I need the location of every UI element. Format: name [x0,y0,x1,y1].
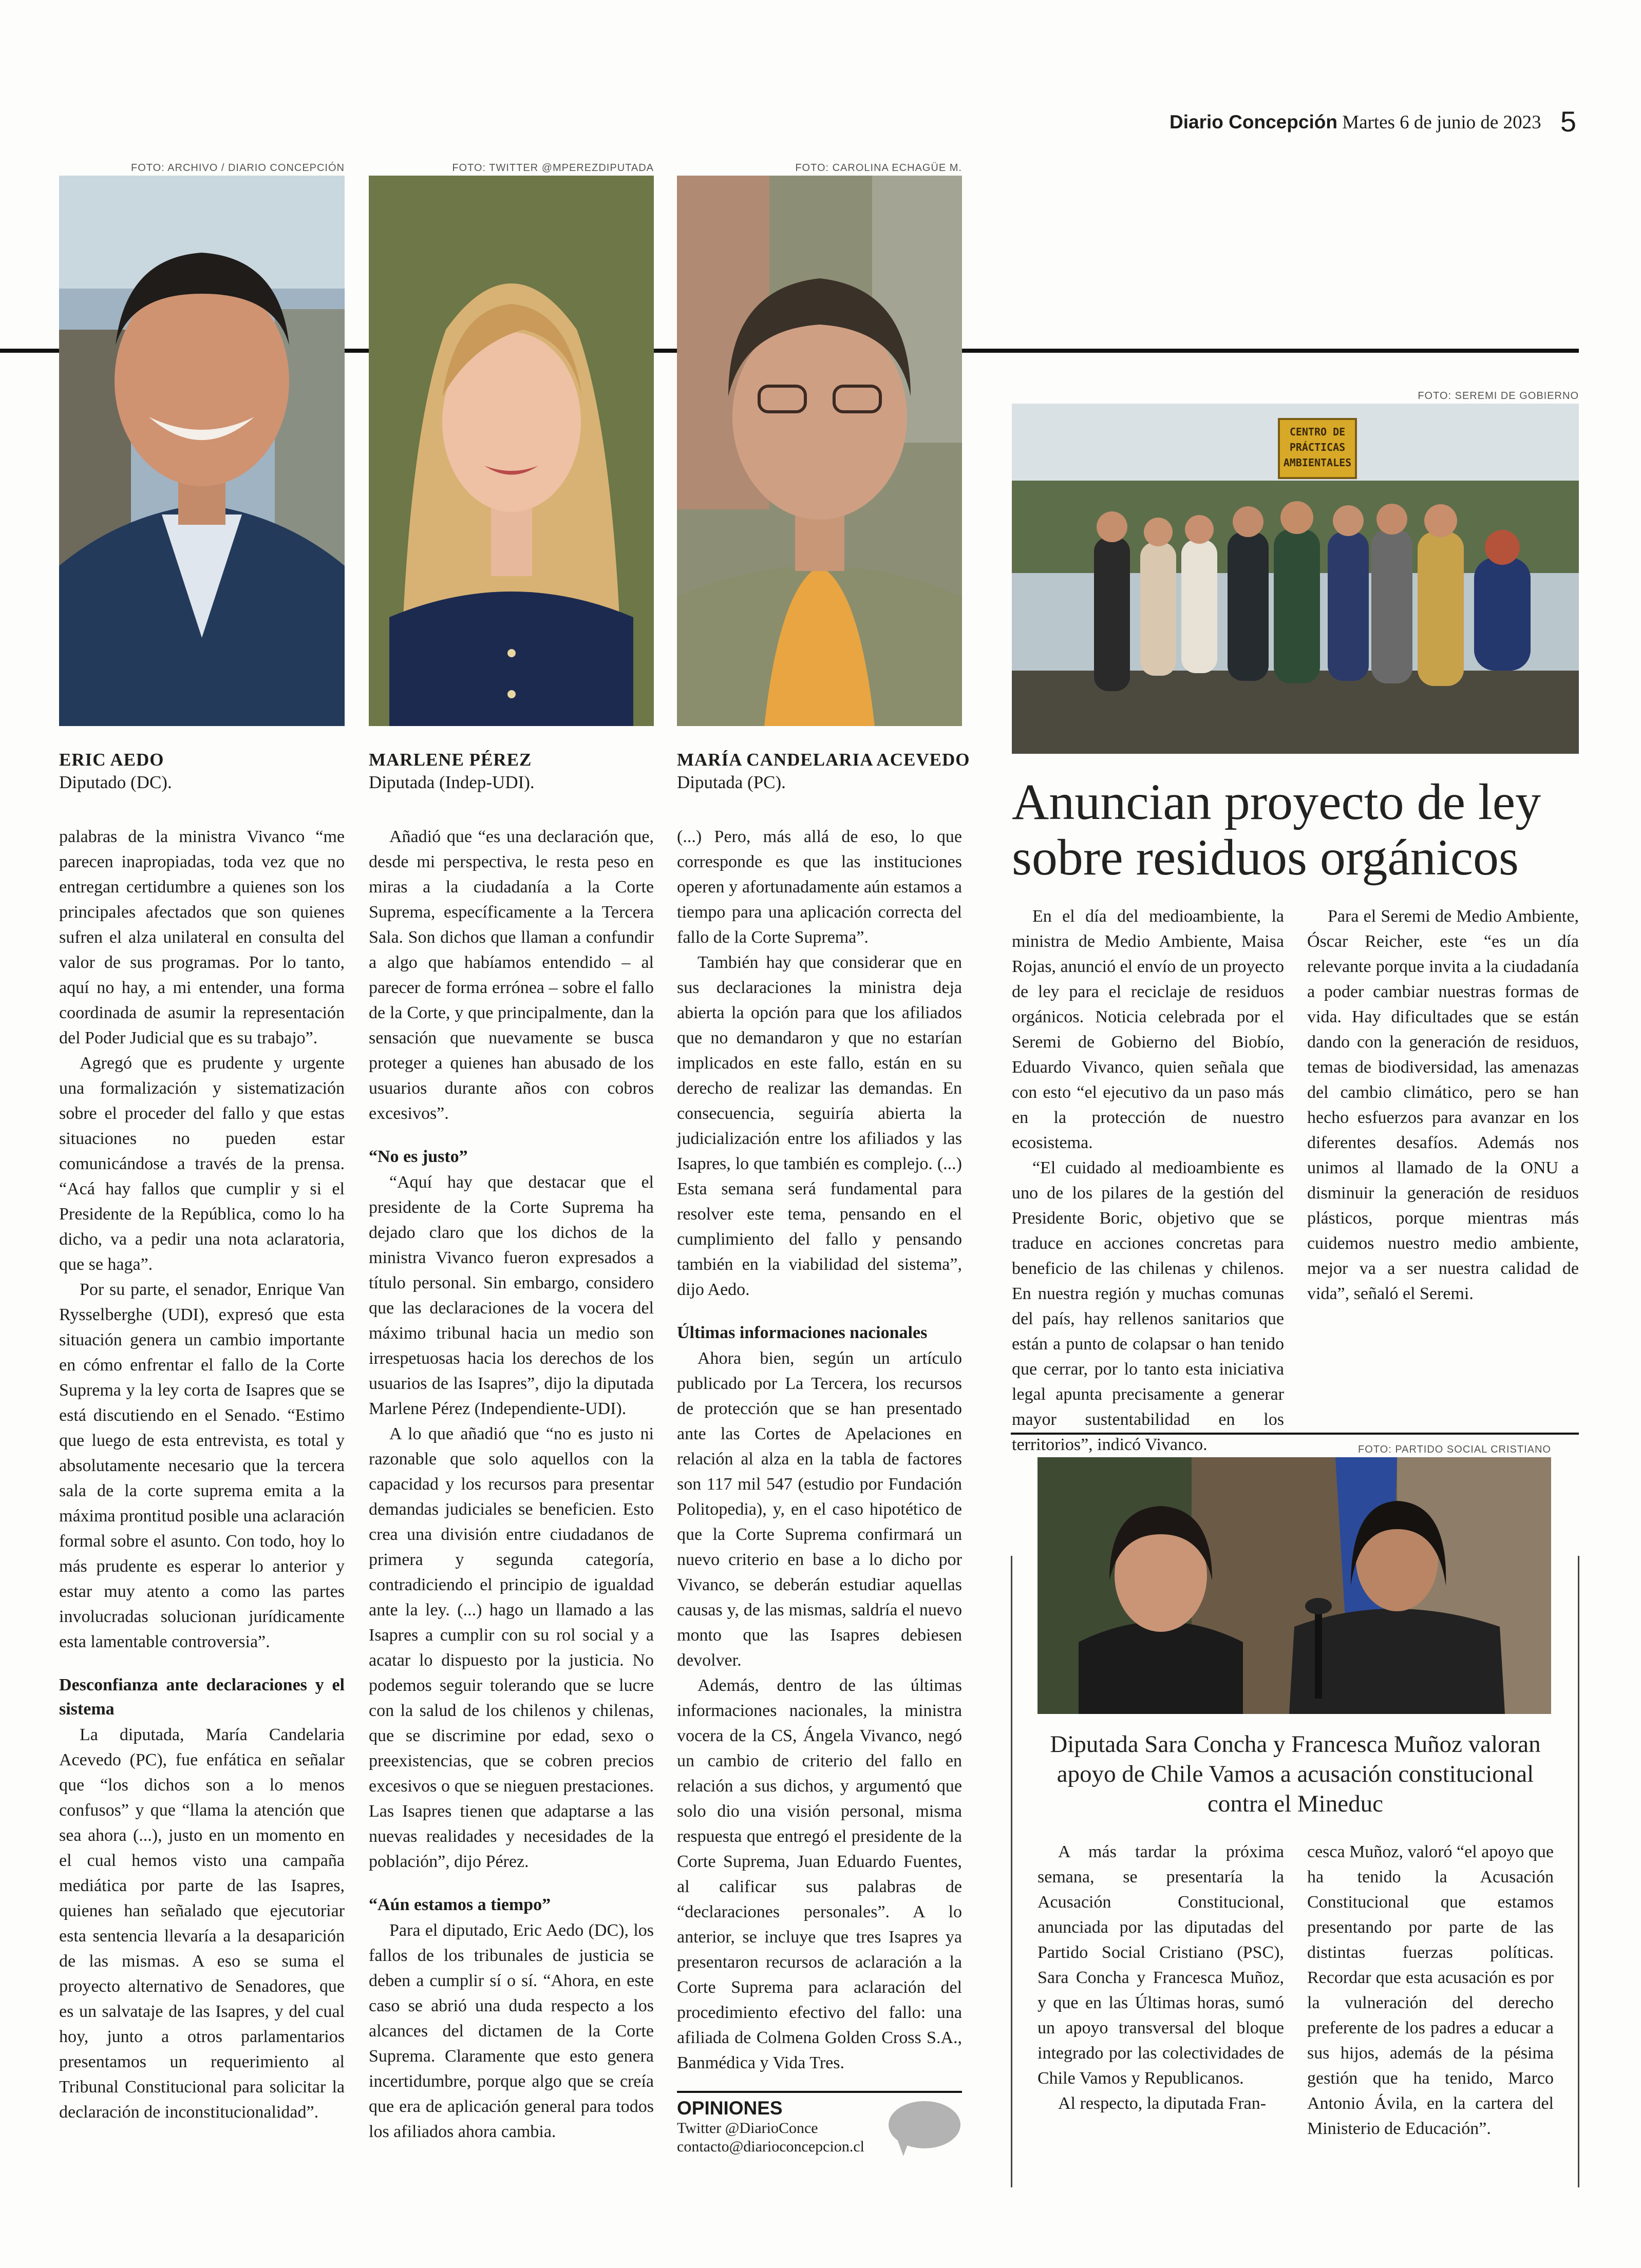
sign-text: PRÁCTICAS [1289,441,1346,453]
paragraph: A lo que añadió que “no es justo ni razonable que solo aquellos con la capacidad y los recursos para presentar demandas judiciales se beneficien. Esto crea una división entre ciudadanos de primera y segunda categoría, contradiciendo el principio de igualdad ante la ley. (...) hago un llamado a las Isapres a cumplir con su rol social y a acatar lo dispuesto por la justicia. No podemos seguir tolerando que se lucre con la salud de los chilenos y chilenas, que se discrimine por edad, sexo o preexistencias, que se cobren precios excesivos o que se nieguen prestaciones. Las Isapres tienen que adaptarse a las nuevas realidades y necesidades de la población”, dijo Pérez. [369,1424,654,1871]
opiniones-twitter-link[interactable]: Twitter @DiarioConce [677,2120,818,2137]
photo-credit: FOTO: SEREMI DE GOBIERNO [1418,390,1579,402]
section-heading: Últimas informaciones nacionales [677,1323,928,1342]
story-headline: Anuncian proyecto de ley sobre residuos orgánicos [1012,773,1541,886]
paragraph: Ahora bien, según un artículo publicado por La Tercera, los recursos de protección que se han presentado ante las Cortes de Apelaciones en relación al alza en la tabla de factores son 117 mil 547 (estudio por Fundación Politopedia), y, en el caso hipotético de que la Corte Suprema confirmará un nuevo criterio en base a lo dicho por Vivanco, se deberán estudiar aquellas causas y, de las mismas, saldría el nuevo monto que las Isapres debiesen devolver. [677,1349,962,1670]
paragraph: Por su parte, el senador, Enrique Van Rysselberghe (UDI), expresó que esta situación genera un cambio importante en cómo enfrentar el fallo de la Corte Suprema y la ley corta de Isapres que se está discutiendo en el Senado. “Estimo que luego de esta entrevista, es total y absolutamente necesario que la tercera sala de la corte suprema emita a la máxima prontitud posible una aclaración formal sobre el asunto. Con todo, hoy lo más prudente es esperar lo anterior y estar muy atento a como las partes involucradas solucionan jurídicamente esta lamentable controversia”. [59,1280,345,1651]
page-number: 5 [1560,105,1576,138]
group-photo-seremi [1012,404,1579,754]
paragraph: “El cuidado al medioambiente es uno de los pilares de la gestión del Presidente Boric, objetivo que se traduce en acciones concretas para beneficio de las chilenas y chilenos. En nuestra región y muchas comunas del país, hay rellenos sanitarios que están a punto de colapsar o han tenido que cerrar, por lo tanto esta iniciativa legal apunta precisamente a generar mayor sustentabilidad en los territorios”, indicó Vivanco. [1012,1158,1284,1454]
caption-name: MARÍA CANDELARIA ACEVEDO [677,750,970,770]
caption-marlene-perez [369,750,656,793]
story3-column-2 [1307,1839,1554,2141]
story2-column-2 [1307,904,1579,1306]
paragraph: cesca Muñoz, valoró “el apoyo que ha tenido la Acusación Constitucional que estamos presentando por parte de las distintas fuerzas políticas. Recordar que esta acusación es por la vulneración del derecho preferente de los padres a educar a sus hijos, además de la pésima gestión que ha tenido, Marco Antonio Ávila, en la cartera del Ministerio de Educación”. [1307,1842,1554,2138]
press-photo-psc [1038,1457,1551,1714]
sign-text: CENTRO DE [1289,426,1346,438]
caption-role: Diputada (PC). [677,772,786,792]
paragraph: “Aquí hay que destacar que el presidente de la Corte Suprema ha dejado claro que los dichos de la ministra Vivanco fueron expresados a título personal. Sin embargo, considero que las declaraciones de la vocera del máximo tribunal hacia un medio son irrespetuosas hacia los derechos de los usuarios de las Isapres”, dijo la diputada Marlene Pérez (Independiente-UDI). [369,1173,654,1418]
box-border-left [1011,1556,1012,2187]
article-column-1 [59,824,345,2125]
opiniones-rule [677,2091,962,2093]
caption-role: Diputada (Indep-UDI). [369,772,535,792]
section-rule-right [973,349,1579,353]
paragraph: (...) Pero, más allá de eso, lo que corresponde es que las instituciones operen y afortunadamente aún estamos a tiempo para una aplicación correcta del fallo de la Corte Suprema”. [677,827,962,947]
opiniones-title: OPINIONES [677,2098,783,2119]
story-headline: Diputada Sara Concha y Francesca Muñoz valoran apoyo de Chile Vamos a acusación constitucional contra el Mineduc [1050,1731,1541,1817]
story3-column-1 [1038,1839,1284,2116]
opiniones-box [677,2098,893,2156]
paragraph: A más tardar la próxima semana, se presentaría la Acusación Constitucional, anunciada por las diputadas del Partido Social Cristiano (PSC), Sara Concha y Francesca Muñoz, y que en las Últimas horas, sumó un apoyo transversal del bloque integrado por las colectividades de Chile Vamos y Republicanos. [1038,1842,1284,2088]
portrait-photo-maria-candelaria-acevedo [677,176,962,726]
paragraph: La diputada, María Candelaria Acevedo (PC), fue enfática en señalar que “los dichos son a lo menos confusos” y que “llama la atención que sea ahora (...), justo en un momento en el cual hemos visto una campaña mediática por parte de las Isapres, quienes han señalado que ejecutoriar esta sentencia llevaría a la desaparición de las mismas. A eso se suma el proyecto alternativo de Senadores, que es un salvataje de las Isapres, y del cual hoy, junto a otros parlamentarios presentamos un requerimiento al Tribunal Constitucional para solicitar la declaración de inconstitucionalidad”. [59,1725,345,2122]
caption-eric-aedo [59,750,347,793]
paper-name: Diario Concepción [1170,111,1337,132]
paragraph: Además, dentro de las últimas informaciones nacionales, la ministra vocera de la CS, Ángela Vivanco, negó un cambio de criterio del fallo en relación a sus dichos, y argumentó que solo dio una visión personal, misma respuesta que entregó el presidente de la Corte Suprema, Juan Eduardo Fuentes, al calificar sus palabras de “declaraciones personales”. A lo anterior, se incluye que tres Isapres ya presentaron recursos de aclaración a la Corte Suprema para aclaración del procedimiento efectivo del fallo: una afiliada de Colmena Golden Cross S.A., Banmédica y Vida Tres. [677,1676,962,2072]
photo-credit: FOTO: CAROLINA ECHAGÜE M. [795,162,962,174]
paragraph: Añadió que “es una declaración que, desde mi perspectiva, le resta peso en miras a la ciudadanía a la Corte Suprema, específicamente a la Tercera Sala. Son dichos que llaman a confundir a algo que habíamos entendido – al parecer de forma errónea – sobre el fallo de la Corte, y que principalmente, dan la sensación que nuevamente se busca proteger a quienes han abusado de los usuarios durante años con cobros excesivos”. [369,827,654,1123]
paragraph: Agregó que es prudente y urgente una formalización y sistematización sobre el proceder del fallo y que estas situaciones no pueden estar comunicándose a través de la prensa. “Acá hay fallos que cumplir y si el Presidente de la República, como lo ha dicho, va a pedir una nota aclaratoria, que se haga”. [59,1054,345,1274]
masthead [1170,102,1576,138]
paragraph: En el día del medioambiente, la ministra de Medio Ambiente, Maisa Rojas, anunció el envío de un proyecto de ley para el reciclaje de residuos orgánicos. Noticia celebrada por el Seremi de Gobierno del Biobío, Eduardo Vivanco, quien señala que con esto “el ejecutivo da un paso más en la protección de nuestro ecosistema. [1012,907,1284,1152]
caption-role: Diputado (DC). [59,772,172,792]
caption-maria-candelaria-acevedo [677,750,975,793]
portrait-photo-eric-aedo [59,176,345,726]
box-border-right [1578,1556,1579,2187]
caption-name: MARLENE PÉREZ [369,750,532,770]
sign-text: AMBIENTALES [1283,456,1352,469]
article-column-3 [677,824,962,2075]
story2-column-1 [1012,904,1284,1457]
section-heading: “Aún estamos a tiempo” [369,1895,551,1914]
photo-credit: FOTO: PARTIDO SOCIAL CRISTIANO [1358,1444,1551,1455]
paragraph: Al respecto, la diputada Fran- [1058,2094,1267,2113]
paragraph: También hay que considerar que en sus declaraciones la ministra deja abierta la opción para que los afiliados que no demandaron y que no estarían implicados en este fallo, están en su derecho de realizar las demandas. En consecuencia, seguiría abierta la judicialización entre los afiliados y las Isapres, lo que también es complejo. (...) Esta semana será fundamental para resolver este tema, pensando en el cumplimiento del fallo y pensando también en la viabilidad del sistema”, dijo Aedo. [677,953,962,1299]
photo-credit: FOTO: TWITTER @MPEREZDIPUTADA [452,162,654,174]
section-heading: Desconfianza ante declaraciones y el sistema [59,1675,345,1719]
article-column-2 [369,824,654,2144]
paragraph: palabras de la ministra Vivanco “me parecen inapropiadas, toda vez que no entregan certidumbre a quienes son los principales afectados que son quienes sufren el alza unilateral en consulta del valor de sus programas. Por lo tanto, aquí no hay, a mi entender, una forma coordinada de asumir la representación del Poder Judicial que es su trabajo”. [59,827,345,1047]
paragraph: Para el Seremi de Medio Ambiente, Óscar Reicher, este “es un día relevante porque invita a la ciudadanía a poder cambiar nuestras formas de vida. Hay dificultades que se están dando con la generación de residuos, temas de biodiversidad, las amenazas del cambio climático, pero se han hecho esfuerzos para avanzar en los diferentes desafíos. Además nos unimos al llamado de la ONU a disminuir la generación de residuos plásticos, porque mientras más cuidemos nuestro medio ambiente, mejor va a ser nuestra calidad de vida”, señaló el Seremi. [1307,907,1579,1303]
caption-name: ERIC AEDO [59,750,164,770]
section-heading: “No es justo” [369,1147,468,1166]
paragraph: Para el diputado, Eric Aedo (DC), los fallos de los tribunales de justicia se deben a cumplir sí o sí. “Ahora, en este caso se abrió una duda respecto a los alcances del dictamen de la Corte Suprema. Claramente que esto genera incertidumbre, porque algo que se creía que era de aplicación general para todos los afiliados ahora cambia. [369,1921,654,2141]
portrait-photo-marlene-perez [369,176,654,726]
opiniones-email-link[interactable]: contacto@diarioconcepcion.cl [677,2138,864,2155]
photo-credit: FOTO: ARCHIVO / DIARIO CONCEPCIÓN [130,162,345,174]
issue-date: Martes 6 de junio de 2023 [1342,112,1541,133]
